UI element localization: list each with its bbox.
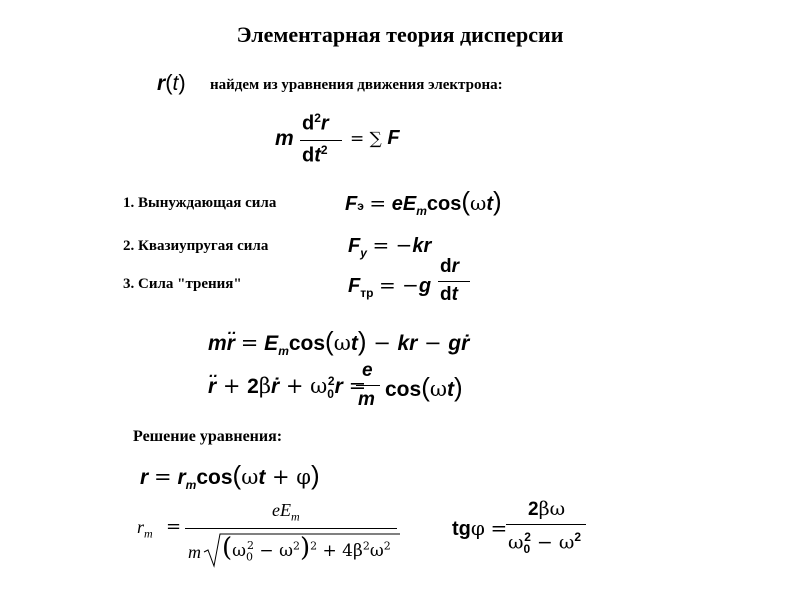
friction-fraction-bar bbox=[438, 281, 470, 282]
sum-of-forces: = ∑ F bbox=[350, 127, 400, 149]
intro-text: найдем из уравнения движения электрона: bbox=[210, 77, 503, 93]
equation-of-motion-2: r̈ + 2βṙ + $\omega_0^2r$ = bbox=[208, 374, 367, 402]
force-formula-driving: Fэ = $eE_m\cos(\omega t)$ bbox=[345, 186, 502, 218]
phase-denominator: $\omega_0^2 - \omega^2$ bbox=[508, 530, 582, 557]
amplitude-equals: = bbox=[166, 516, 182, 537]
derivative-numerator: $d^2r$ bbox=[302, 111, 329, 135]
solution-r: $r = r_m\cos(\omega t + \varphi)$ bbox=[140, 460, 320, 493]
charge-symbol: e bbox=[362, 360, 373, 381]
phase-lhs: tgφ = bbox=[452, 516, 508, 540]
e-over-m-fraction-bar bbox=[356, 385, 380, 386]
amplitude-denominator: m bbox=[188, 542, 201, 562]
page-title: Элементарная теория дисперсии bbox=[236, 22, 564, 47]
force-label-friction: 3. Сила "трения" bbox=[123, 276, 242, 292]
fraction-bar bbox=[300, 140, 342, 141]
friction-numerator: dr bbox=[440, 256, 460, 277]
mass-symbol: m bbox=[275, 127, 294, 150]
cosine-term: cos(ωt) bbox=[385, 372, 463, 402]
solution-label: Решение уравнения: bbox=[133, 428, 283, 445]
force-formula-elastic: $F_y = -kr$ bbox=[348, 233, 432, 260]
amplitude-numerator: $eE_m$ bbox=[272, 500, 300, 524]
equation-of-motion-1: mr̈ = $E_m\cos(\omega t)$ − kr − gṙ bbox=[208, 326, 470, 359]
amplitude-lhs: $r_m$ bbox=[137, 517, 153, 541]
mass-symbol-2: m bbox=[358, 389, 375, 410]
force-label-elastic: 2. Квазиупругая сила bbox=[123, 238, 269, 254]
amplitude-radicand: $(\omega_0^2 - \omega^2)^2 + 4\beta^2\omega^2$ bbox=[222, 533, 391, 564]
amplitude-fraction-bar bbox=[185, 528, 397, 529]
function-r-of-t: r(t) bbox=[157, 70, 186, 95]
phase-fraction-bar bbox=[506, 524, 586, 525]
derivative-denominator: $dt^2$ bbox=[302, 143, 328, 167]
force-label-driving: 1. Вынуждающая сила bbox=[123, 195, 277, 211]
force-formula-friction: $F_{тр} = -g$ bbox=[348, 273, 432, 300]
phase-numerator: 2βω bbox=[528, 498, 566, 520]
friction-denominator: dt bbox=[440, 284, 458, 305]
